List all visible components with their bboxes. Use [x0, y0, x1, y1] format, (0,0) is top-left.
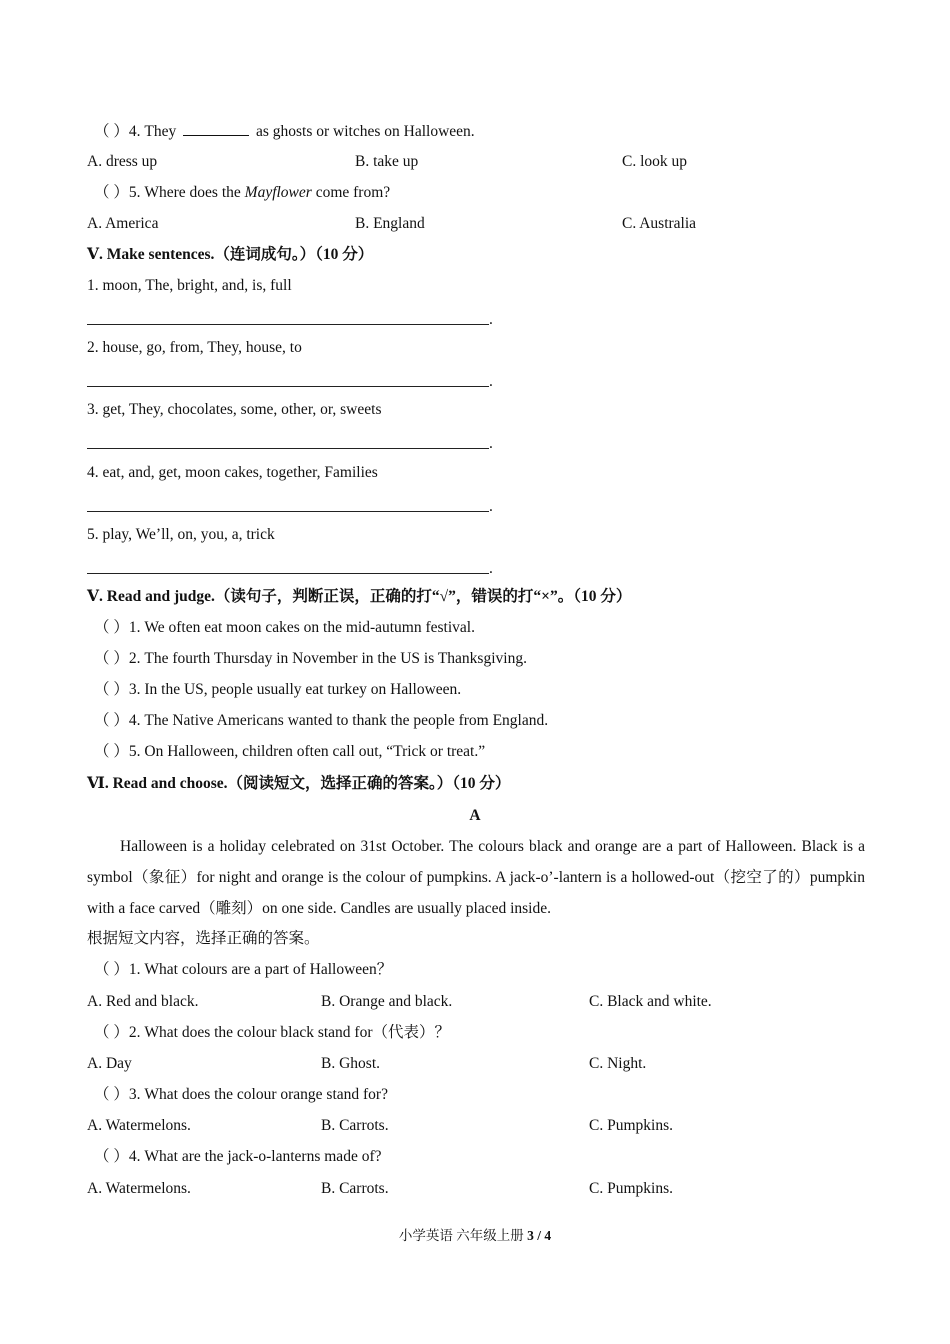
section-heading-make-sentences: Ⅴ. Make sentences.（连词成句。）（10 分）: [87, 246, 374, 263]
option-a: A. dress up: [87, 153, 158, 170]
make-item: 4. eat, and, get, moon cakes, together, Families: [87, 464, 378, 481]
answer-line[interactable]: [87, 386, 489, 387]
option-b: B. Ghost.: [321, 1055, 380, 1072]
make-item: 3. get, They, chocolates, some, other, or, sweets: [87, 401, 382, 418]
judge-item: （ ）3. In the US, people usually eat turkey on Halloween.: [94, 681, 462, 698]
option-c: C. Night.: [589, 1055, 647, 1072]
reading-question: （ ）3. What does the colour orange stand for?: [94, 1086, 388, 1103]
page-number: 3 / 4: [527, 1228, 552, 1243]
option-b: B. England: [355, 215, 425, 232]
judge-item: （ ）2. The fourth Thursday in November in the US is Thanksgiving.: [94, 650, 527, 667]
reading-question: （ ）4. What are the jack-o-lanterns made of?: [94, 1148, 382, 1165]
option-a: A. America: [87, 215, 159, 232]
page-footer: 小学英语 六年级上册 3 / 4: [398, 1228, 552, 1243]
option-b: B. Orange and black.: [321, 993, 453, 1010]
passage-text: Halloween is a holiday celebrated on 31st October. The colours black and orange are a part of Halloween. Black is a symbol（象征）for night and orange is the colour of pumpkins. A jack-o’-lantern is a hollowed-out（挖空了的）pumpkin with a face carved（雕刻）on one side. Candles are usually placed inside.: [87, 838, 865, 917]
option-c: C. look up: [622, 153, 688, 170]
judge-item: （ ）5. On Halloween, children often call out, “Trick or treat.”: [94, 743, 486, 760]
option-a: A. Watermelons.: [87, 1117, 191, 1134]
reading-passage: [87, 831, 865, 924]
passage-label: A: [469, 807, 481, 824]
answer-period: .: [489, 373, 493, 390]
answer-line[interactable]: [87, 324, 489, 325]
make-item: 2. house, go, from, They, house, to: [87, 339, 302, 356]
option-b: B. take up: [355, 153, 419, 170]
option-b: B. Carrots.: [321, 1117, 389, 1134]
mc-question-5: （ ）5. Where does the Mayflower come from?: [94, 184, 391, 201]
mc-question-4: （ ）4. They as ghosts or witches on Halloween.: [94, 123, 475, 140]
option-b: B. Carrots.: [321, 1180, 389, 1197]
option-a: A. Day: [87, 1055, 132, 1072]
make-item: 5. play, We’ll, on, you, a, trick: [87, 526, 275, 543]
answer-line[interactable]: [87, 511, 489, 512]
answer-line[interactable]: [87, 448, 489, 449]
option-a: A. Watermelons.: [87, 1180, 191, 1197]
reading-question: （ ）2. What does the colour black stand for（代表）？: [94, 1024, 450, 1041]
judge-item: （ ）1. We often eat moon cakes on the mid-autumn festival.: [94, 619, 475, 636]
option-c: C. Pumpkins.: [589, 1117, 673, 1134]
section-heading-read-and-choose: Ⅵ. Read and choose.（阅读短文，选择正确的答案。）（10 分）: [87, 775, 511, 792]
answer-period: .: [489, 498, 493, 515]
answer-period: .: [489, 311, 493, 328]
section-heading-read-and-judge: Ⅴ. Read and judge.（读句子，判断正误，正确的打“√”，错误的打“×”。（10 分）: [87, 588, 632, 605]
option-a: A. Red and black.: [87, 993, 199, 1010]
option-c: C. Australia: [622, 215, 697, 232]
answer-line[interactable]: [87, 573, 489, 574]
reading-instruction: 根据短文内容，选择正确的答案。: [87, 930, 320, 947]
answer-period: .: [489, 560, 493, 577]
reading-question: （ ）1. What colours are a part of Halloween？: [94, 961, 393, 978]
option-c: C. Black and white.: [589, 993, 712, 1010]
answer-period: .: [489, 435, 493, 452]
judge-item: （ ）4. The Native Americans wanted to thank the people from England.: [94, 712, 549, 729]
make-item: 1. moon, The, bright, and, is, full: [87, 277, 292, 294]
answer-blank[interactable]: [183, 121, 249, 136]
option-c: C. Pumpkins.: [589, 1180, 673, 1197]
